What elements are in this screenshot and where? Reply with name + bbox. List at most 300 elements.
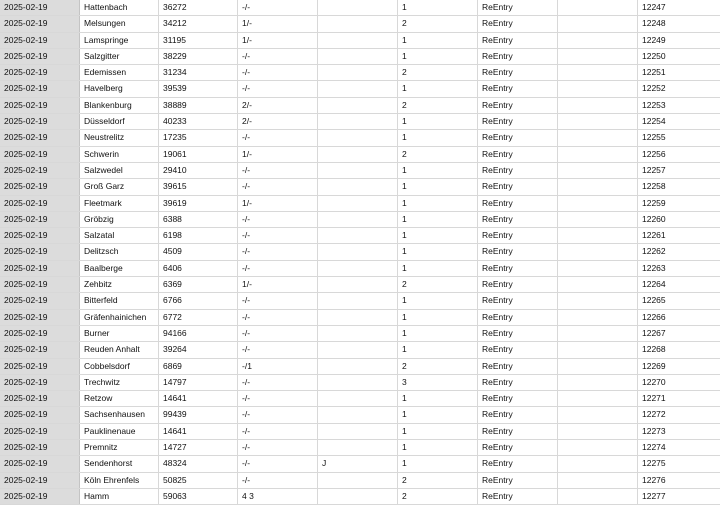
zip-cell[interactable]: 17235 (159, 130, 238, 145)
qty-cell[interactable]: 1 (398, 114, 478, 129)
note-cell[interactable] (318, 98, 398, 113)
note-cell[interactable] (318, 0, 398, 15)
qty-cell[interactable]: 1 (398, 244, 478, 259)
extra-cell[interactable] (558, 49, 638, 64)
extra-cell[interactable] (558, 228, 638, 243)
code-cell[interactable]: -/- (238, 326, 318, 341)
city-cell[interactable]: Retzow (80, 391, 159, 406)
extra-cell[interactable] (558, 244, 638, 259)
table-row (0, 277, 720, 293)
city-cell[interactable]: Delitzsch (80, 244, 159, 259)
table-row (0, 293, 720, 309)
qty-cell[interactable]: 2 (398, 65, 478, 80)
extra-cell[interactable] (558, 407, 638, 422)
id-cell[interactable]: 12262 (642, 246, 666, 257)
note-cell[interactable] (318, 163, 398, 178)
type-cell[interactable]: ReEntry (478, 456, 558, 471)
city-cell[interactable]: Cobbelsdorf (80, 359, 159, 374)
id-cell[interactable]: 12268 (642, 344, 666, 355)
date-cell[interactable]: 2025-02-19 (0, 342, 80, 357)
zip-cell[interactable]: 6388 (159, 212, 238, 227)
id-cell[interactable]: 12267 (642, 327, 666, 338)
date-cell[interactable]: 2025-02-19 (0, 65, 80, 80)
date-cell[interactable]: 2025-02-19 (0, 179, 80, 194)
id-cell[interactable]: 12257 (642, 164, 666, 175)
id-cell[interactable]: 12256 (642, 148, 666, 159)
city-cell[interactable]: Schwerin (80, 147, 159, 162)
id-cell[interactable]: 12250 (642, 50, 666, 61)
note-cell[interactable] (318, 326, 398, 341)
date-cell[interactable]: 2025-02-19 (0, 130, 80, 145)
zip-cell[interactable]: 39619 (159, 196, 238, 211)
id-cell[interactable]: 12276 (642, 474, 666, 485)
note-cell[interactable] (318, 130, 398, 145)
code-cell[interactable]: -/- (238, 130, 318, 145)
code-cell[interactable]: -/- (238, 261, 318, 276)
code-cell[interactable]: 1/- (238, 277, 318, 292)
qty-cell[interactable]: 1 (398, 0, 478, 15)
note-cell[interactable] (318, 293, 398, 308)
code-cell[interactable]: -/- (238, 212, 318, 227)
zip-cell[interactable]: 6766 (159, 293, 238, 308)
extra-cell[interactable] (558, 473, 638, 488)
qty-cell[interactable]: 1 (398, 130, 478, 145)
type-cell[interactable]: ReEntry (478, 49, 558, 64)
zip-cell[interactable]: 31195 (159, 33, 238, 48)
city-cell[interactable]: Salzgitter (80, 49, 159, 64)
id-cell[interactable]: 12264 (642, 279, 666, 290)
code-cell[interactable]: -/- (238, 342, 318, 357)
qty-cell[interactable]: 1 (398, 310, 478, 325)
zip-cell[interactable]: 50825 (159, 473, 238, 488)
id-cell[interactable]: 12270 (642, 376, 666, 387)
type-cell[interactable]: ReEntry (478, 424, 558, 439)
city-cell[interactable]: Melsungen (80, 16, 159, 31)
table-row (0, 212, 720, 228)
note-cell[interactable] (318, 440, 398, 455)
note-cell[interactable] (318, 407, 398, 422)
date-cell[interactable]: 2025-02-19 (0, 33, 80, 48)
code-cell[interactable]: -/- (238, 424, 318, 439)
note-cell[interactable] (318, 16, 398, 31)
zip-cell[interactable]: 48324 (159, 456, 238, 471)
type-cell[interactable]: ReEntry (478, 359, 558, 374)
note-cell[interactable] (318, 147, 398, 162)
zip-cell[interactable]: 36272 (159, 0, 238, 15)
code-cell[interactable]: 4 3 (238, 489, 318, 504)
qty-cell[interactable]: 2 (398, 147, 478, 162)
note-cell[interactable] (318, 114, 398, 129)
note-cell[interactable]: J (318, 456, 398, 471)
qty-cell[interactable]: 2 (398, 98, 478, 113)
city-cell[interactable]: Salzwedel (80, 163, 159, 178)
zip-cell[interactable]: 6869 (159, 359, 238, 374)
note-cell[interactable] (318, 212, 398, 227)
code-cell[interactable]: -/1 (238, 359, 318, 374)
city-cell[interactable]: Gröbzig (80, 212, 159, 227)
extra-cell[interactable] (558, 147, 638, 162)
extra-cell[interactable] (558, 212, 638, 227)
zip-cell[interactable]: 6369 (159, 277, 238, 292)
id-cell[interactable]: 12251 (642, 67, 666, 78)
qty-cell[interactable]: 1 (398, 81, 478, 96)
table-row (0, 391, 720, 407)
note-cell[interactable] (318, 244, 398, 259)
note-cell[interactable] (318, 228, 398, 243)
date-cell[interactable]: 2025-02-19 (0, 391, 80, 406)
city-cell[interactable]: Düsseldorf (80, 114, 159, 129)
table-row (0, 196, 720, 212)
id-cell[interactable]: 12254 (642, 116, 666, 127)
qty-cell[interactable]: 1 (398, 326, 478, 341)
table-row (0, 407, 720, 423)
qty-cell[interactable]: 1 (398, 163, 478, 178)
date-cell[interactable]: 2025-02-19 (0, 114, 80, 129)
date-cell[interactable]: 2025-02-19 (0, 277, 80, 292)
type-cell[interactable]: ReEntry (478, 310, 558, 325)
table-row (0, 147, 720, 163)
date-cell[interactable]: 2025-02-19 (0, 359, 80, 374)
zip-cell[interactable]: 94166 (159, 326, 238, 341)
note-cell[interactable] (318, 49, 398, 64)
code-cell[interactable]: 2/- (238, 98, 318, 113)
id-cell[interactable]: 12252 (642, 83, 666, 94)
note-cell[interactable] (318, 81, 398, 96)
id-cell[interactable]: 12266 (642, 311, 666, 322)
id-cell[interactable]: 12272 (642, 409, 666, 420)
id-cell[interactable]: 12260 (642, 213, 666, 224)
date-cell[interactable]: 2025-02-19 (0, 440, 80, 455)
date-cell[interactable]: 2025-02-19 (0, 407, 80, 422)
id-cell[interactable]: 12274 (642, 442, 666, 453)
qty-cell[interactable]: 2 (398, 359, 478, 374)
type-cell[interactable]: ReEntry (478, 212, 558, 227)
date-cell[interactable]: 2025-02-19 (0, 0, 80, 15)
note-cell[interactable] (318, 473, 398, 488)
table-row (0, 456, 720, 472)
type-cell[interactable]: ReEntry (478, 179, 558, 194)
zip-cell[interactable]: 4509 (159, 244, 238, 259)
zip-cell[interactable]: 39539 (159, 81, 238, 96)
zip-cell[interactable]: 31234 (159, 65, 238, 80)
type-cell[interactable]: ReEntry (478, 0, 558, 15)
id-cell[interactable]: 12271 (642, 393, 666, 404)
city-cell[interactable]: Havelberg (80, 81, 159, 96)
date-cell[interactable]: 2025-02-19 (0, 49, 80, 64)
id-cell[interactable]: 12259 (642, 197, 666, 208)
date-cell[interactable]: 2025-02-19 (0, 456, 80, 471)
date-cell[interactable]: 2025-02-19 (0, 261, 80, 276)
extra-cell[interactable] (558, 196, 638, 211)
note-cell[interactable] (318, 196, 398, 211)
qty-cell[interactable]: 1 (398, 196, 478, 211)
type-cell[interactable]: ReEntry (478, 33, 558, 48)
id-cell[interactable]: 12265 (642, 295, 666, 306)
code-cell[interactable]: -/- (238, 228, 318, 243)
code-cell[interactable]: -/- (238, 293, 318, 308)
date-cell[interactable]: 2025-02-19 (0, 489, 80, 504)
type-cell[interactable]: ReEntry (478, 163, 558, 178)
date-cell[interactable]: 2025-02-19 (0, 16, 80, 31)
date-cell[interactable]: 2025-02-19 (0, 326, 80, 341)
note-cell[interactable] (318, 342, 398, 357)
city-cell[interactable]: Pauklinenaue (80, 424, 159, 439)
city-cell[interactable]: Reuden Anhalt (80, 342, 159, 357)
qty-cell[interactable]: 1 (398, 228, 478, 243)
type-cell[interactable]: ReEntry (478, 81, 558, 96)
extra-cell[interactable] (558, 16, 638, 31)
qty-cell[interactable]: 1 (398, 440, 478, 455)
zip-cell[interactable]: 14641 (159, 424, 238, 439)
date-cell[interactable]: 2025-02-19 (0, 163, 80, 178)
zip-cell[interactable]: 59063 (159, 489, 238, 504)
qty-cell[interactable]: 1 (398, 212, 478, 227)
code-cell[interactable]: -/- (238, 244, 318, 259)
city-cell[interactable]: Premnitz (80, 440, 159, 455)
code-cell[interactable]: -/- (238, 0, 318, 15)
code-cell[interactable]: 1/- (238, 196, 318, 211)
city-cell[interactable]: Sachsenhausen (80, 407, 159, 422)
id-cell[interactable]: 12277 (642, 490, 666, 501)
extra-cell[interactable] (558, 33, 638, 48)
type-cell[interactable]: ReEntry (478, 375, 558, 390)
code-cell[interactable]: -/- (238, 65, 318, 80)
table-row (0, 0, 720, 16)
city-cell[interactable]: Trechwitz (80, 375, 159, 390)
zip-cell[interactable]: 38889 (159, 98, 238, 113)
table-row (0, 375, 720, 391)
qty-cell[interactable]: 1 (398, 261, 478, 276)
city-cell[interactable]: Neustrelitz (80, 130, 159, 145)
date-cell[interactable]: 2025-02-19 (0, 293, 80, 308)
type-cell[interactable]: ReEntry (478, 293, 558, 308)
qty-cell[interactable]: 1 (398, 293, 478, 308)
city-cell[interactable]: Hattenbach (80, 0, 159, 15)
note-cell[interactable] (318, 375, 398, 390)
extra-cell[interactable] (558, 326, 638, 341)
zip-cell[interactable]: 29410 (159, 163, 238, 178)
extra-cell[interactable] (558, 261, 638, 276)
date-cell[interactable]: 2025-02-19 (0, 244, 80, 259)
id-cell[interactable]: 12261 (642, 230, 666, 241)
type-cell[interactable]: ReEntry (478, 196, 558, 211)
id-cell[interactable]: 12263 (642, 262, 666, 273)
type-cell[interactable]: ReEntry (478, 342, 558, 357)
note-cell[interactable] (318, 179, 398, 194)
id-cell[interactable]: 12269 (642, 360, 666, 371)
date-cell[interactable]: 2025-02-19 (0, 424, 80, 439)
extra-cell[interactable] (558, 98, 638, 113)
qty-cell[interactable]: 1 (398, 49, 478, 64)
id-cell[interactable]: 12258 (642, 181, 666, 192)
type-cell[interactable]: ReEntry (478, 326, 558, 341)
type-cell[interactable]: ReEntry (478, 473, 558, 488)
qty-cell[interactable]: 3 (398, 375, 478, 390)
city-cell[interactable]: Zehbitz (80, 277, 159, 292)
city-cell[interactable]: Bitterfeld (80, 293, 159, 308)
table-row (0, 228, 720, 244)
code-cell[interactable]: -/- (238, 407, 318, 422)
code-cell[interactable]: -/- (238, 49, 318, 64)
extra-cell[interactable] (558, 440, 638, 455)
type-cell[interactable]: ReEntry (478, 261, 558, 276)
qty-cell[interactable]: 1 (398, 179, 478, 194)
zip-cell[interactable]: 14641 (159, 391, 238, 406)
type-cell[interactable]: ReEntry (478, 391, 558, 406)
code-cell[interactable]: 1/- (238, 16, 318, 31)
zip-cell[interactable]: 38229 (159, 49, 238, 64)
extra-cell[interactable] (558, 0, 638, 15)
extra-cell[interactable] (558, 179, 638, 194)
extra-cell[interactable] (558, 359, 638, 374)
type-cell[interactable]: ReEntry (478, 98, 558, 113)
code-cell[interactable]: -/- (238, 375, 318, 390)
extra-cell[interactable] (558, 163, 638, 178)
date-cell[interactable]: 2025-02-19 (0, 375, 80, 390)
zip-cell[interactable]: 14797 (159, 375, 238, 390)
extra-cell[interactable] (558, 65, 638, 80)
date-cell[interactable]: 2025-02-19 (0, 196, 80, 211)
note-cell[interactable] (318, 261, 398, 276)
note-cell[interactable] (318, 33, 398, 48)
city-cell[interactable]: Blankenburg (80, 98, 159, 113)
zip-cell[interactable]: 14727 (159, 440, 238, 455)
code-cell[interactable]: 1/- (238, 147, 318, 162)
date-cell[interactable]: 2025-02-19 (0, 228, 80, 243)
city-cell[interactable]: Groß Garz (80, 179, 159, 194)
extra-cell[interactable] (558, 114, 638, 129)
date-cell[interactable]: 2025-02-19 (0, 81, 80, 96)
date-cell[interactable]: 2025-02-19 (0, 147, 80, 162)
city-cell[interactable]: Lamspringe (80, 33, 159, 48)
note-cell[interactable] (318, 391, 398, 406)
extra-cell[interactable] (558, 391, 638, 406)
table-row (0, 424, 720, 440)
city-cell[interactable]: Gräfenhainichen (80, 310, 159, 325)
type-cell[interactable]: ReEntry (478, 277, 558, 292)
qty-cell[interactable]: 1 (398, 33, 478, 48)
extra-cell[interactable] (558, 310, 638, 325)
type-cell[interactable]: ReEntry (478, 489, 558, 504)
type-cell[interactable]: ReEntry (478, 147, 558, 162)
code-cell[interactable]: -/- (238, 391, 318, 406)
date-cell[interactable]: 2025-02-19 (0, 212, 80, 227)
city-cell[interactable]: Hamm (80, 489, 159, 504)
code-cell[interactable]: -/- (238, 81, 318, 96)
code-cell[interactable]: -/- (238, 179, 318, 194)
id-cell[interactable]: 12247 (642, 2, 666, 12)
id-cell[interactable]: 12255 (642, 132, 666, 143)
code-cell[interactable]: -/- (238, 473, 318, 488)
type-cell[interactable]: ReEntry (478, 130, 558, 145)
qty-cell[interactable]: 2 (398, 16, 478, 31)
type-cell[interactable]: ReEntry (478, 114, 558, 129)
date-cell[interactable]: 2025-02-19 (0, 310, 80, 325)
qty-cell[interactable]: 1 (398, 424, 478, 439)
type-cell[interactable]: ReEntry (478, 407, 558, 422)
id-cell[interactable]: 12273 (642, 425, 666, 436)
qty-cell[interactable]: 1 (398, 456, 478, 471)
table-row (0, 98, 720, 114)
date-cell[interactable]: 2025-02-19 (0, 473, 80, 488)
table-row (0, 65, 720, 81)
table-row (0, 179, 720, 195)
city-cell[interactable]: Fleetmark (80, 196, 159, 211)
table-row (0, 473, 720, 489)
table-row (0, 359, 720, 375)
code-cell[interactable]: 2/- (238, 114, 318, 129)
id-cell[interactable]: 12275 (642, 458, 666, 469)
zip-cell[interactable]: 19061 (159, 147, 238, 162)
qty-cell[interactable]: 1 (398, 342, 478, 357)
note-cell[interactable] (318, 65, 398, 80)
qty-cell[interactable]: 1 (398, 407, 478, 422)
zip-cell[interactable]: 6772 (159, 310, 238, 325)
zip-cell[interactable]: 99439 (159, 407, 238, 422)
qty-cell[interactable]: 1 (398, 391, 478, 406)
extra-cell[interactable] (558, 375, 638, 390)
qty-cell[interactable]: 2 (398, 473, 478, 488)
note-cell[interactable] (318, 489, 398, 504)
type-cell[interactable]: ReEntry (478, 244, 558, 259)
extra-cell[interactable] (558, 277, 638, 292)
table-row (0, 342, 720, 358)
code-cell[interactable]: 1/- (238, 33, 318, 48)
city-cell[interactable]: Baalberge (80, 261, 159, 276)
city-cell[interactable]: Salzatal (80, 228, 159, 243)
id-cell[interactable]: 12253 (642, 99, 666, 110)
zip-cell[interactable]: 6198 (159, 228, 238, 243)
extra-cell[interactable] (558, 489, 638, 504)
qty-cell[interactable]: 2 (398, 277, 478, 292)
extra-cell[interactable] (558, 293, 638, 308)
type-cell[interactable]: ReEntry (478, 440, 558, 455)
city-cell[interactable]: Sendenhorst (80, 456, 159, 471)
note-cell[interactable] (318, 424, 398, 439)
city-cell[interactable]: Edemissen (80, 65, 159, 80)
code-cell[interactable]: -/- (238, 440, 318, 455)
table-row (0, 489, 720, 505)
code-cell[interactable]: -/- (238, 163, 318, 178)
qty-cell[interactable]: 2 (398, 489, 478, 504)
zip-cell[interactable]: 39615 (159, 179, 238, 194)
date-cell[interactable]: 2025-02-19 (0, 98, 80, 113)
id-cell[interactable]: 12248 (642, 18, 666, 29)
extra-cell[interactable] (558, 456, 638, 471)
city-cell[interactable]: Köln Ehrenfels (80, 473, 159, 488)
code-cell[interactable]: -/- (238, 456, 318, 471)
extra-cell[interactable] (558, 130, 638, 145)
table-row (0, 114, 720, 130)
zip-cell[interactable]: 39264 (159, 342, 238, 357)
extra-cell[interactable] (558, 81, 638, 96)
note-cell[interactable] (318, 277, 398, 292)
city-cell[interactable]: Burner (80, 326, 159, 341)
type-cell[interactable]: ReEntry (478, 65, 558, 80)
note-cell[interactable] (318, 359, 398, 374)
id-cell[interactable]: 12249 (642, 34, 666, 45)
extra-cell[interactable] (558, 342, 638, 357)
zip-cell[interactable]: 40233 (159, 114, 238, 129)
note-cell[interactable] (318, 310, 398, 325)
zip-cell[interactable]: 34212 (159, 16, 238, 31)
code-cell[interactable]: -/- (238, 310, 318, 325)
table-row (0, 326, 720, 342)
extra-cell[interactable] (558, 424, 638, 439)
type-cell[interactable]: ReEntry (478, 228, 558, 243)
type-cell[interactable]: ReEntry (478, 16, 558, 31)
zip-cell[interactable]: 6406 (159, 261, 238, 276)
